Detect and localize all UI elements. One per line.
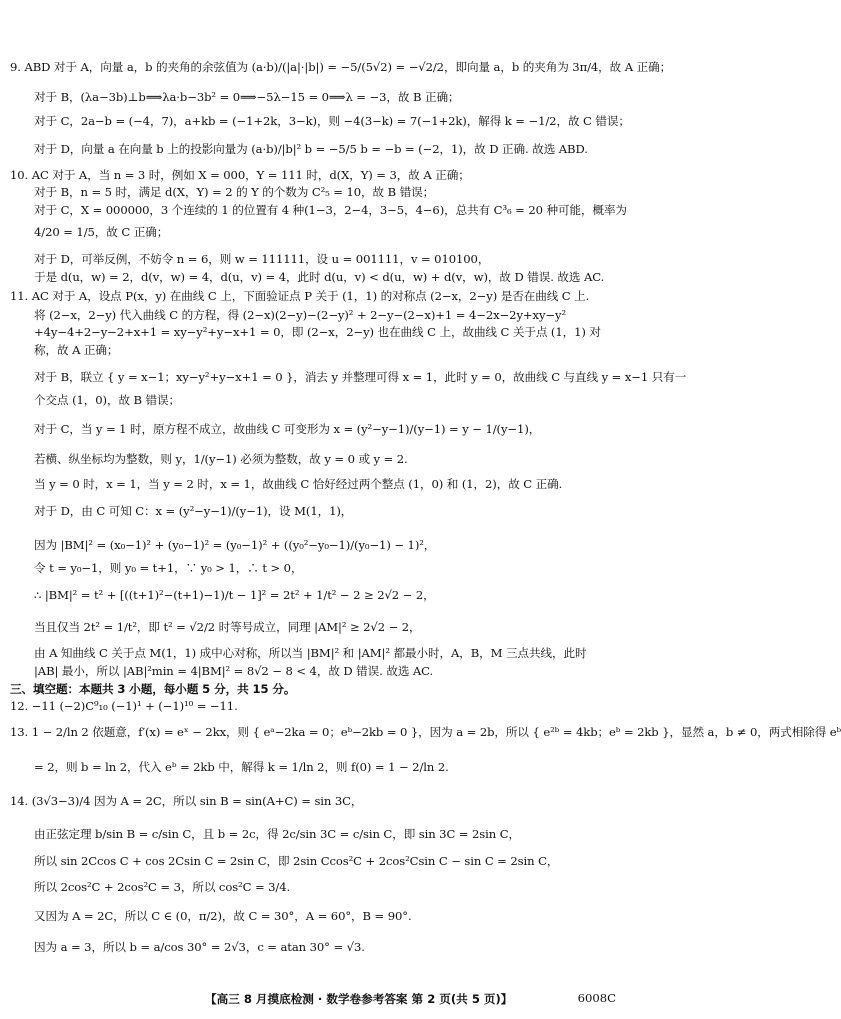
text-line: 又因为 A = 2C，所以 C ∈ (0，π/2)，故 C = 30°，A = 60°，B = 90°. — [34, 909, 412, 923]
text-line: 对于 C，X = 000000，3 个连续的 1 的位置有 4 种(1−3，2−4，3−5，4−6)，总共有 C³₆ = 20 种可能，概率为 — [34, 203, 627, 217]
text-line: 对于 B，(λa−3b)⊥b⟹λa·b−3b² = 0⟹−5λ−15 = 0⟹λ = −3，故 B 正确； — [34, 90, 460, 104]
footer-code: 6008C — [577, 991, 616, 1005]
text-line: 个交点 (1，0)，故 B 错误； — [34, 393, 181, 407]
text-line: 13. 1 − 2/ln 2 依题意，f′(x) = eˣ − 2kx，则 { eᵃ−2ka = 0；eᵇ−2kb = 0 }，因为 a = 2b，所以 { e²ᵇ = 4kb；eᵇ = 2kb }，显然 a，b ≠ 0，两式相除得 eᵇ — [10, 725, 841, 739]
text-line: 若横、纵坐标均为整数，则 y，1/(y−1) 必须为整数，故 y = 0 或 y = 2. — [34, 452, 408, 466]
text-line: 对于 B，联立 { y = x−1；xy−y²+y−x+1 = 0 }，消去 y 并整理可得 x = 1，此时 y = 0，故曲线 C 与直线 y = x−1 只有一 — [34, 370, 687, 384]
text-line: 对于 D，向量 a 在向量 b 上的投影向量为 (a·b)/|b|² b = −5/5 b = −b = (−2，1)，故 D 正确. 故选 ABD. — [34, 142, 588, 156]
text-line: |AB| 最小，所以 |AB|²min = 4|BM|² = 8√2 − 8 < 4，故 D 错误. 故选 AC. — [34, 664, 434, 678]
text-line: 10. AC 对于 A，当 n = 3 时，例如 X = 000，Y = 111 时，d(X，Y) = 3，故 A 正确； — [10, 168, 470, 182]
footer-title: 【高三 8 月摸底检测 · 数学卷参考答案 第 2 页(共 5 页)】 — [205, 992, 513, 1006]
text-line: 11. AC 对于 A，设点 P(x，y) 在曲线 C 上，下面验证点 P 关于 (1，1) 的对称点 (2−x，2−y) 是否在曲线 C 上. — [10, 289, 590, 303]
text-line: 当且仅当 2t² = 1/t²，即 t² = √2/2 时等号成立，同理 |AM|² ≥ 2√2 − 2， — [34, 620, 421, 634]
text-line: 4/20 = 1/5，故 C 正确； — [34, 225, 169, 239]
text-line: 对于 C，当 y = 1 时，原方程不成立，故曲线 C 可变形为 x = (y²−y−1)/(y−1) = y − 1/(y−1)， — [34, 422, 541, 436]
text-line: 因为 |BM|² = (x₀−1)² + (y₀−1)² = (y₀−1)² + ((y₀²−y₀−1)/(y₀−1) − 1)²， — [34, 538, 436, 552]
text-line: 所以 sin 2Ccos C + cos 2Csin C = 2sin C，即 2sin Ccos²C + 2cos²Csin C − sin C = 2sin C， — [34, 854, 559, 868]
text-line: ∴ |BM|² = t² + [((t+1)²−(t+1)−1)/t − 1]² = 2t² + 1/t² − 2 ≥ 2√2 − 2， — [34, 588, 435, 602]
text-line: 由正弦定理 b/sin B = c/sin C，且 b = 2c，得 2c/sin 3C = c/sin C，即 sin 3C = 2sin C， — [34, 827, 520, 841]
text-line: = 2，则 b = ln 2，代入 eᵇ = 2kb 中，解得 k = 1/ln 2，则 f(0) = 1 − 2/ln 2. — [34, 760, 449, 774]
text-line: 于是 d(u，w) = 2，d(v，w) = 4，d(u，v) = 4，此时 d(u，v) < d(u，w) + d(v，w)，故 D 错误. 故选 AC. — [34, 270, 605, 284]
text-line: 将 (2−x，2−y) 代入曲线 C 的方程，得 (2−x)(2−y)−(2−y)² + 2−y−(2−x)+1 = 4−2x−2y+xy−y² — [34, 308, 567, 322]
text-line: 所以 2cos²C + 2cos²C = 3，所以 cos²C = 3/4. — [34, 880, 291, 894]
text-line: 令 t = y₀−1，则 y₀ = t+1，∵ y₀ > 1，∴ t > 0， — [34, 561, 303, 575]
text-line: 对于 B，n = 5 时，满足 d(X，Y) = 2 的 Y 的个数为 C²₅ = 10，故 B 错误； — [34, 185, 435, 199]
text-line: 对于 D，由 C 可知 C：x = (y²−y−1)/(y−1)，设 M(1，1)， — [34, 504, 353, 518]
text-line: 14. (3√3−3)/4 因为 A = 2C，所以 sin B = sin(A+C) = sin 3C， — [10, 794, 363, 808]
text-line: 9. ABD 对于 A，向量 a，b 的夹角的余弦值为 (a·b)/(|a|·|b|) = −5/(5√2) = −√2/2，即向量 a，b 的夹角为 3π/4，故 A 正确； — [10, 60, 672, 74]
text-line: 对于 C，2a−b = (−4，7)，a+kb = (−1+2k，3−k)，则 −4(3−k) = 7(−1+2k)，解得 k = −1/2，故 C 错误； — [34, 114, 630, 128]
text-line: 三、填空题：本题共 3 小题，每小题 5 分，共 15 分。 — [10, 682, 296, 696]
text-line: 对于 D，可举反例，不妨令 n = 6，则 w = 111111，设 u = 001111，v = 010100， — [34, 252, 490, 266]
text-line: 因为 a = 3，所以 b = a/cos 30° = 2√3，c = atan 30° = √3. — [34, 940, 365, 954]
text-line: 12. −11 (−2)C⁹₁₀ (−1)¹ + (−1)¹⁰ = −11. — [10, 699, 238, 713]
text-line: 由 A 知曲线 C 关于点 M(1，1) 成中心对称，所以当 |BM|² 和 |AM|² 都最小时，A，B，M 三点共线，此时 — [34, 646, 587, 660]
text-line: 称，故 A 正确； — [34, 343, 119, 357]
text-line: +4y−4+2−y−2+x+1 = xy−y²+y−x+1 = 0，即 (2−x，2−y) 也在曲线 C 上，故曲线 C 关于点 (1，1) 对 — [34, 325, 601, 339]
text-line: 当 y = 0 时，x = 1，当 y = 2 时，x = 1，故曲线 C 恰好经过两个整点 (1，0) 和 (1，2)，故 C 正确. — [34, 477, 563, 491]
